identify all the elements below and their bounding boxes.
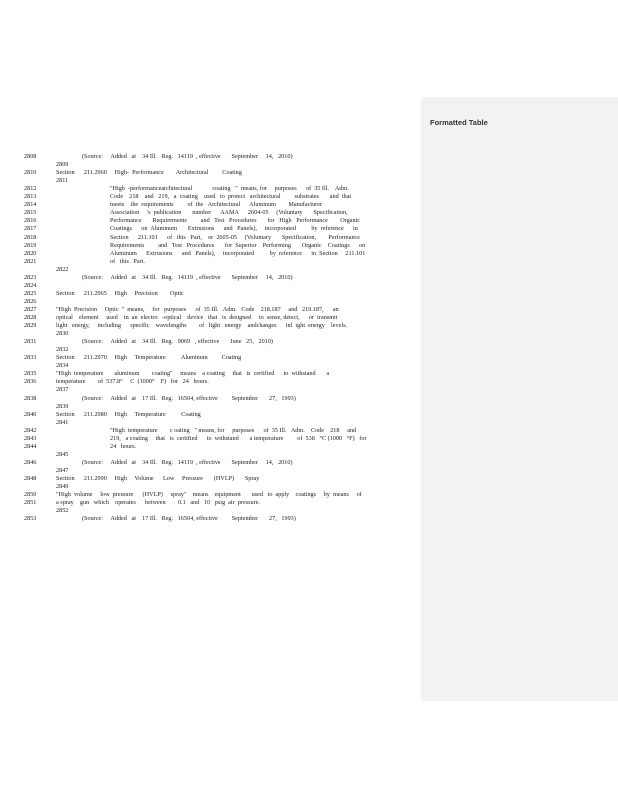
line-number: 2851	[24, 499, 37, 507]
line-number: 2848	[24, 475, 37, 482]
line-number: 2827	[24, 305, 37, 313]
line-number: 2816	[24, 217, 37, 225]
line-text: Requirements and Test Procedures for Superior Performing Organic Coatings on	[110, 241, 366, 249]
line-number: 2835	[24, 370, 37, 378]
document-line	[0, 354, 420, 362]
formatted-table-label: Formatted Table	[430, 118, 488, 127]
line-text: "High Precision Optic " means, for purposes of 35 Ill. Adm. Code 218.187 and 219.187, an	[56, 305, 339, 313]
line-text: "High temperature c oating " means, for purposes of 35 Ill. Adm. Code 218 and	[110, 426, 357, 434]
document-line	[0, 443, 420, 451]
line-text: 2845	[56, 450, 69, 458]
document-line	[0, 322, 420, 330]
document-line	[0, 266, 420, 274]
line-number: 2828	[24, 314, 37, 321]
line-text: meets the requirements of the Architectural Aluminum Manufacturer	[110, 201, 323, 209]
line-number: 2846	[24, 458, 37, 466]
document-line	[0, 459, 420, 467]
line-number: 2812	[24, 185, 37, 193]
document-line	[0, 395, 420, 403]
line-text: 2849	[56, 483, 69, 491]
line-number: 2844	[24, 442, 37, 450]
line-text: (Source: Added at 34 Ill. Reg. 14119 , effective September 14, 2010)	[82, 458, 293, 466]
line-number: 2808	[24, 153, 37, 160]
document-line	[0, 177, 420, 185]
document-line	[0, 201, 420, 209]
line-text: Code 218 and 219, a coating used to protect architectural substrates and that	[110, 193, 352, 201]
document-line	[0, 403, 420, 411]
line-text: light energy, including specific wavelengths of light energy andchanges inl ight energy levels.	[56, 322, 348, 330]
document-line	[0, 161, 420, 169]
document-line	[0, 483, 420, 491]
line-text: Section 211.101 of this Part, or 2605-05 (Voluntary Specification, Performance	[110, 233, 361, 241]
line-number: 2850	[24, 491, 37, 499]
line-text: Association 's publication number AAMA 2604-05 (Voluntary Specification,	[110, 209, 348, 217]
document-line	[0, 499, 420, 507]
document-line	[0, 451, 420, 459]
line-text: 2852	[56, 507, 69, 515]
line-number: 2838	[24, 394, 37, 402]
document-line	[0, 507, 420, 515]
document-line	[0, 290, 420, 298]
line-number: 2821	[24, 257, 37, 265]
document-line	[0, 169, 420, 177]
line-number: 2833	[24, 354, 37, 362]
document-line	[0, 258, 420, 266]
document-line	[0, 475, 420, 483]
line-text: 219, a coating that is certified to withstand a temperature of 538 °C (1000 °F) for	[110, 434, 367, 442]
line-text: a spray gun which operates between 0.1 and 10 psig air pressure.	[56, 499, 260, 507]
line-text: 2841	[56, 418, 69, 426]
document-line	[0, 386, 420, 394]
line-number: 2853	[24, 515, 37, 523]
document-line	[0, 185, 420, 193]
document-line	[0, 282, 420, 290]
line-text: Performance Requirements and Test Procedures for High Performance Organic	[110, 217, 361, 225]
document-line	[0, 346, 420, 354]
line-text: 2832	[56, 346, 69, 354]
line-text: (Source: Added at 34 Ill. Reg. 14119 , effective September 14, 2010)	[82, 273, 293, 281]
document-line	[0, 427, 420, 435]
line-text: 24 hours.	[110, 442, 137, 450]
comment-pane	[421, 97, 618, 701]
line-text: (Source: Added at 17 Ill. Reg. 16504, effective September 27, 1993)	[82, 515, 296, 523]
document-line	[0, 435, 420, 443]
line-number: 2824	[24, 281, 37, 289]
document-line	[0, 306, 420, 314]
line-text: Section 211.2965 High Precision Optic	[56, 289, 184, 297]
line-number: 2815	[24, 209, 37, 217]
line-text: (Source: Added at 17 Ill. Reg. 16504, effective September 27, 1993)	[82, 394, 296, 402]
document-line	[0, 419, 420, 427]
line-number: 2843	[24, 434, 37, 442]
line-number: 2836	[24, 378, 37, 386]
line-text: Section 211.2960 High- Performance Architectural Coating	[56, 169, 242, 177]
line-text: 2837	[56, 386, 69, 394]
line-text: Section 211.2990 High Volume Low Pressure (HVLP) Spray	[56, 475, 260, 482]
line-number: 2829	[24, 322, 37, 330]
line-text: 2822	[56, 265, 69, 273]
line-number: 2842	[24, 426, 37, 434]
document-line	[0, 250, 420, 258]
line-text: 2811	[56, 177, 69, 185]
document-line	[0, 274, 420, 282]
document-line	[0, 411, 420, 419]
document-line	[0, 209, 420, 217]
document-line	[0, 370, 420, 378]
line-number: 2810	[24, 169, 37, 177]
line-text: optical element used in an electro -optical device that is designed to sense, detect, or transmit	[56, 314, 338, 321]
line-number: 2817	[24, 225, 37, 233]
line-number: 2814	[24, 201, 37, 209]
line-text: of this Part.	[110, 257, 145, 265]
document-line	[0, 338, 420, 346]
document-line	[0, 242, 420, 250]
line-number: 2820	[24, 249, 37, 257]
document-line	[0, 515, 420, 523]
document-line	[0, 153, 420, 161]
document-line	[0, 234, 420, 242]
line-number: 2840	[24, 410, 37, 418]
line-text: Section 211.2980 High Temperature Coating	[56, 410, 201, 418]
line-number: 2818	[24, 233, 37, 241]
line-text: Section 211.2970 High Temperature Aluminum Coating	[56, 354, 242, 362]
line-text: Aluminum Extrusions and Panels), incorporated by reference in Section 211.101	[110, 249, 366, 257]
document-line	[0, 298, 420, 306]
line-text: (Source: Added at 34 Ill. Reg. 9069 , effective June 25, 2010)	[82, 338, 273, 346]
line-text: "High -performancearchitectural coating " means, for purposes of 35 Ill. Adm.	[110, 185, 349, 193]
line-number: 2813	[24, 193, 37, 201]
line-text: temperature of 537.8° C (1000° F) for 24 hours.	[56, 378, 209, 386]
document-line	[0, 330, 420, 338]
line-text: (Source: Added at 34 Ill. Reg. 14119 , effective September 14, 2010)	[82, 153, 293, 160]
line-text: "High volume low pressure (HVLP) spray" means equipment used to apply coatings by means of	[56, 491, 362, 499]
line-text: 2834	[56, 362, 69, 370]
line-number: 2823	[24, 273, 37, 281]
line-text: "High temperature aluminum coating" means a coating that is certified to withstand a	[56, 370, 330, 378]
document-line	[0, 193, 420, 201]
line-text: Coatings on Aluminum Extrusions and Panels), incorporated by reference in	[110, 225, 358, 233]
document-line	[0, 491, 420, 499]
document-line	[0, 378, 420, 386]
line-text: 2830	[56, 330, 69, 338]
line-text: 2847	[56, 466, 69, 474]
line-text: 2839	[56, 402, 69, 410]
line-number: 2819	[24, 241, 37, 249]
line-text: 2809	[56, 161, 69, 169]
line-number: 2826	[24, 297, 37, 305]
document-line	[0, 314, 420, 322]
document-line	[0, 217, 420, 225]
document-line	[0, 225, 420, 233]
document-line	[0, 362, 420, 370]
line-number: 2831	[24, 338, 37, 346]
document-line	[0, 467, 420, 475]
line-number: 2825	[24, 289, 37, 297]
